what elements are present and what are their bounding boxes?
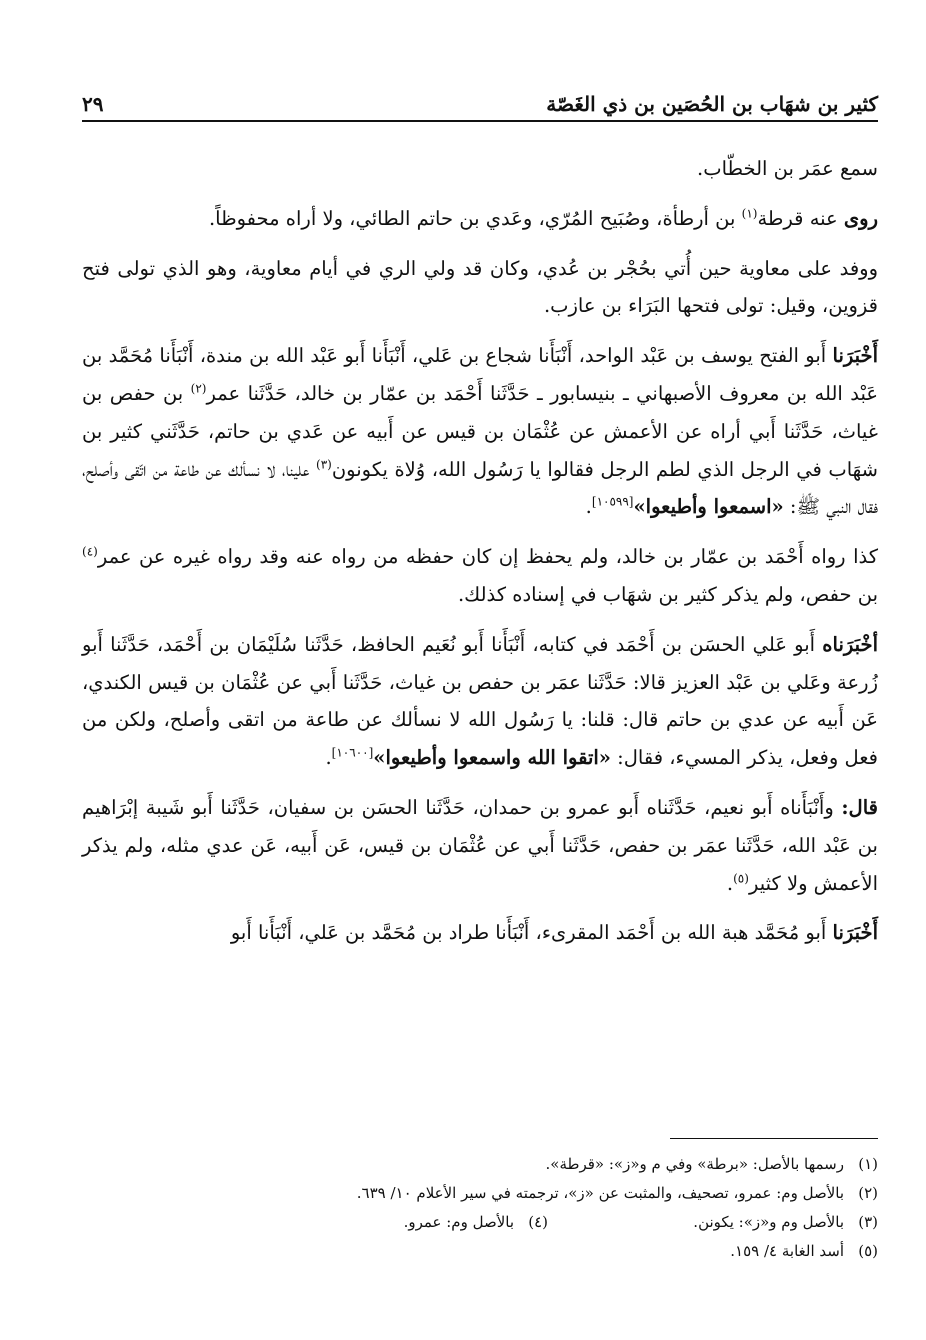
main-text xyxy=(82,150,878,964)
footnote-divider xyxy=(670,1138,878,1139)
footnote-row xyxy=(82,1208,878,1237)
paragraph-5: كذا رواه أَحْمَد بن عمّار بن خالد، ولم يحفظ إن كان حفظه من رواه عنه وقد رواه غيره عن عمر$^{(٤)}$ بن حفص، ولم يذكر كثير بن شهَاب في إسناده كذلك. xyxy=(82,544,878,606)
footnote-1: (١) رسمها بالأصل: «برطة» وفي م و«ز»: «قرطة». xyxy=(545,1155,878,1173)
footnote-2: (٢) بالأصل وم: عمرو، تصحيف، والمثبت عن «ز»، ترجمته في سير الأعلام ١٠/ ٦٣٩. xyxy=(356,1184,878,1202)
paragraph-7: قال: وأَنْبَأَناه أَبو نعيم، حَدَّثَناه أَبو عمرو بن حمدان، حَدَّثَنا الحسَن بن سفيان، حَدَّثَنا أَبو شَيبة إبْرَاهيم بن عَبْد الله، حَدَّثَنا عمَر بن حفص، حَدَّثَنا أَبي عن عُثْمَان بن قيس، عَن أَبيه، عَن عدي مثله، ولم يذكر الأعمش ولا كثير$^{(٥)}$. xyxy=(82,795,878,895)
footnote-4: (٤) بالأصل وم: عمرو. xyxy=(403,1213,548,1231)
header-title: كثير بن شهَاب بن الحُصَين بن ذي الغَصّة xyxy=(546,92,878,116)
paragraph-3: ووفد على معاوية حين أُتي بحُجْر بن عُدي، وكان قد ولي الري في أيام معاوية، وهو الذي تولى فتح قزوين، وقيل: تولى فتحها البَرَاء بن عازب. xyxy=(82,256,878,318)
footnote-ref: (١) xyxy=(741,206,758,221)
footnote-ref: (٣) xyxy=(316,457,332,472)
footnote-ref: (٤) xyxy=(82,544,98,559)
paragraph-lead: قال: xyxy=(841,795,878,819)
paragraph-1: سمع عمَر بن الخطّاب. xyxy=(697,157,878,180)
footnote-ref: (٥) xyxy=(733,871,749,886)
footnote-5: (٥) أسد الغابة ٤/ ١٥٩. xyxy=(730,1242,878,1260)
paragraph-lead: روى xyxy=(843,206,878,230)
paragraph-lead: أَخْبَرَنا xyxy=(832,921,878,945)
paragraph-lead: أَخْبَرَنا xyxy=(832,344,878,368)
paragraph-6: أخْبَرَناه أَبو عَلي الحسَن بن أَحْمَد في كتابه، أَنْبَأَنا أَبو نُعَيم الحافظ، حَدَّثَنا سُلَيْمَان بن أَحْمَد، حَدَّثَنا أَبو زُرعة وعَلي بن عَبْد العزيز قالا: حَدَّثَنا عمَر بن حفص بن غياث، حَدَّثَنا أَبي عن عُثْمَان بن قيس الكندي، عَن أَبيه عن عدي بن حاتم قال: قلنا: يا رَسُول الله لا نسألك عن طاعة من اتقى وأصلح، ولكن من فعل وفعل، يذكر المسيء، فقال: «اتقوا الله واسمعوا وأطيعوا»[١٠٦٠٠]. xyxy=(82,632,878,770)
paragraph-2: روى عنه قرطة$^{(١)}$ بن أرطأة، وصُبَيح المُرّي، وعَدي بن حاتم الطائي، ولا أراه محفوظاً. xyxy=(208,206,878,230)
running-header xyxy=(82,82,878,122)
paragraph-8: أَخْبَرَنا أَبو مُحَمَّد هبة الله بن أَحْمَد المقرىء، أَنْبَأَنا طراد بن مُحَمَّد بن عَلي، أَنْبَأَنا أَبو xyxy=(230,921,878,945)
footnotes xyxy=(82,1150,878,1266)
hadith-number: [١٠٥٩٩] xyxy=(591,494,634,509)
hadith-quote: «اتقوا الله واسمعوا وأطيعوا» xyxy=(373,746,611,770)
footnote-ref: (٢) xyxy=(190,381,207,396)
page-number: ٢٩ xyxy=(82,92,104,116)
hadith-number: [١٠٦٠٠] xyxy=(331,745,374,760)
hadith-quote: «اسمعوا وأطيعوا» xyxy=(633,495,784,519)
paragraph-4: أَخْبَرَنا أَبو الفتح يوسف بن عَبْد الواحد، أَنْبَأَنا شجاع بن عَلي، أَنْبَأَنا أَبو عَبْد الله بن مندة، أَنْبَأَنا مُحَمَّد بن عَبْد الله بن معروف الأصبهاني ـ بنيسابور ـ حَدَّثَنا أَحْمَد بن عمّار بن خالد، حَدَّثَنا عمر$^{(٢)}$ بن حفص بن غياث، حَدَّثَنا أَبي أراه عن الأعمش عن عُثْمَان بن قيس عن أَبيه عن عَدي بن حاتم، حَدَّثَني كثير بن شهَاب في الرجل الذي لطم الرجل فقالوا يا رَسُول الله، وُلاة يكونون$^{(٣)}$ علينا، لا نسألك عن طاعة من اتّقى وأصلح، فقال النبي ﷺ: «اسمعوا وأطيعوا»[١٠٥٩٩]. xyxy=(82,344,878,519)
paragraph-lead: أخْبَرَناه xyxy=(822,632,878,656)
footnote-3: (٣) بالأصل وم و«ز»: يكونن. xyxy=(693,1213,878,1231)
